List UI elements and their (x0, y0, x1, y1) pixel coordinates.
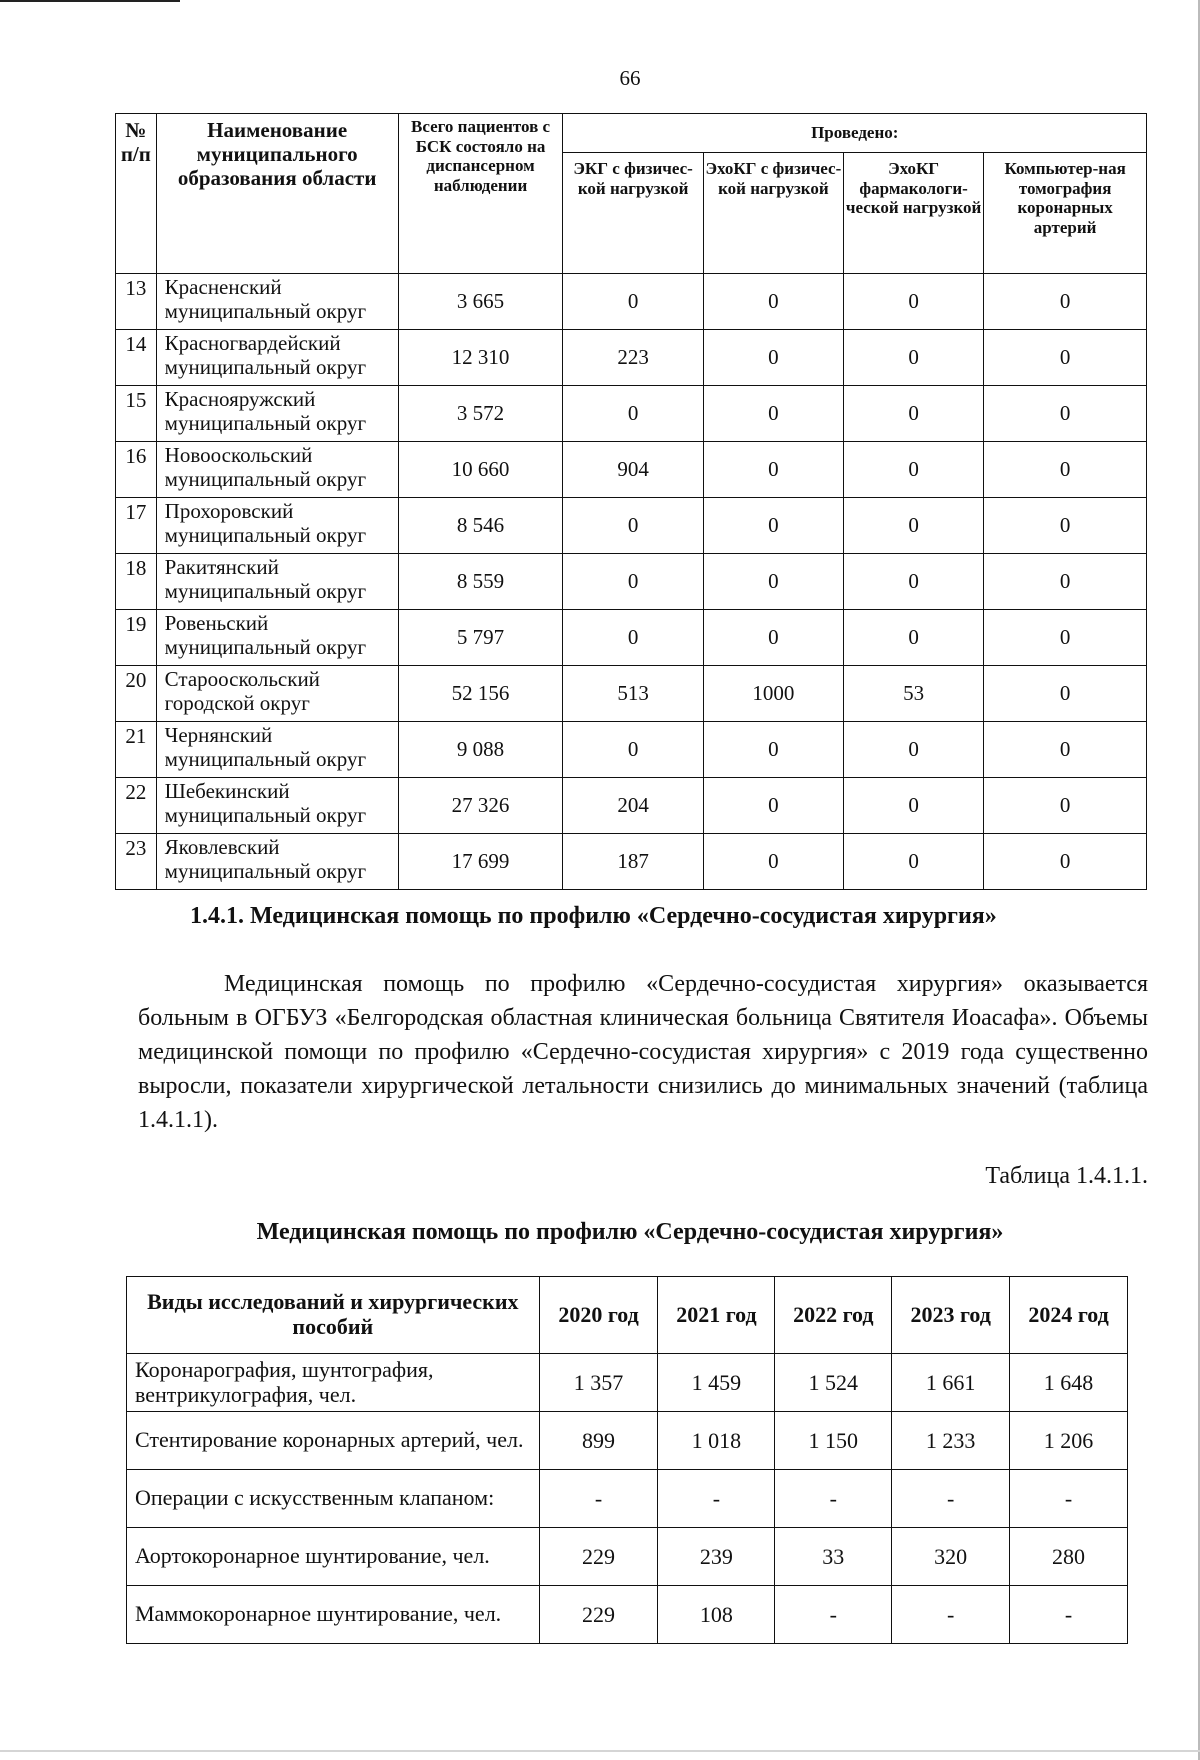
year-value: 1 150 (775, 1412, 892, 1470)
ct-coronary-value: 0 (984, 554, 1147, 610)
header-ecg-stress: ЭКГ с физичес-кой нагрузкой (563, 153, 703, 274)
table-row (116, 498, 1147, 554)
row-number: 13 (116, 274, 157, 330)
district-name: Красненский муниципальный округ (156, 274, 398, 330)
district-name: Чернянский муниципальный округ (156, 722, 398, 778)
row-number: 22 (116, 778, 157, 834)
table-title: Медицинская помощь по профилю «Сердечно-сосудистая хирургия» (256, 1219, 1004, 1245)
year-value: - (775, 1470, 892, 1528)
header-year-2023: 2023 год (892, 1277, 1010, 1354)
row-number: 15 (116, 386, 157, 442)
ecg-stress-value: 0 (563, 274, 703, 330)
echo-stress-value: 0 (703, 274, 843, 330)
districts-table (115, 113, 1147, 890)
year-value: - (539, 1470, 658, 1528)
patients-total: 3 572 (398, 386, 563, 442)
ct-coronary-value: 0 (984, 498, 1147, 554)
ecg-stress-value: 0 (563, 610, 703, 666)
district-name: Краснояружский муниципальный округ (156, 386, 398, 442)
ct-coronary-value: 0 (984, 666, 1147, 722)
district-name: Новооскольский муниципальный округ (156, 442, 398, 498)
table-row (116, 442, 1147, 498)
district-name: Шебекинский муниципальный округ (156, 778, 398, 834)
echo-pharm-value: 0 (843, 442, 983, 498)
ct-coronary-value: 0 (984, 722, 1147, 778)
row-number: 23 (116, 834, 157, 890)
year-value: 229 (539, 1528, 658, 1586)
table-row (116, 274, 1147, 330)
year-value: 108 (658, 1586, 775, 1644)
patients-total: 8 546 (398, 498, 563, 554)
year-value: - (1010, 1470, 1128, 1528)
echo-pharm-value: 0 (843, 834, 983, 890)
ct-coronary-value: 0 (984, 442, 1147, 498)
year-value: - (892, 1586, 1010, 1644)
patients-total: 12 310 (398, 330, 563, 386)
year-value: 1 524 (775, 1354, 892, 1412)
header-conducted: Проведено: (563, 114, 1147, 153)
scan-edge-bottom (0, 1750, 1200, 1752)
scan-edge-top (0, 0, 180, 2)
surgery-table-body (127, 1354, 1128, 1644)
year-value: 320 (892, 1528, 1010, 1586)
ct-coronary-value: 0 (984, 386, 1147, 442)
row-number: 17 (116, 498, 157, 554)
patients-total: 52 156 (398, 666, 563, 722)
procedure-label: Стентирование коронарных артерий, чел. (127, 1412, 540, 1470)
ecg-stress-value: 223 (563, 330, 703, 386)
echo-stress-value: 0 (703, 778, 843, 834)
procedure-label: Коронарография, шунтография, вентрикулография, чел. (127, 1354, 540, 1412)
page-number: 66 (619, 66, 641, 90)
district-name: Ракитянский муниципальный округ (156, 554, 398, 610)
districts-table-body (116, 274, 1147, 890)
year-value: 229 (539, 1586, 658, 1644)
echo-stress-value: 0 (703, 330, 843, 386)
echo-pharm-value: 0 (843, 386, 983, 442)
echo-stress-value: 0 (703, 386, 843, 442)
surgery-table (126, 1276, 1128, 1644)
district-name: Яковлевский муниципальный округ (156, 834, 398, 890)
header-name: Наименование муниципального образования области (156, 114, 398, 274)
ct-coronary-value: 0 (984, 610, 1147, 666)
table-row (116, 834, 1147, 890)
ecg-stress-value: 187 (563, 834, 703, 890)
district-name: Старооскольский городской округ (156, 666, 398, 722)
header-year-2024: 2024 год (1010, 1277, 1128, 1354)
district-name: Прохоровский муниципальный округ (156, 498, 398, 554)
patients-total: 5 797 (398, 610, 563, 666)
year-value: 1 233 (892, 1412, 1010, 1470)
year-value: 899 (539, 1412, 658, 1470)
patients-total: 17 699 (398, 834, 563, 890)
echo-pharm-value: 53 (843, 666, 983, 722)
year-value: 1 661 (892, 1354, 1010, 1412)
header-year-2022: 2022 год (775, 1277, 892, 1354)
echo-pharm-value: 0 (843, 610, 983, 666)
surgery-table-header (127, 1277, 1128, 1354)
header-num: № п/п (116, 114, 157, 274)
patients-total: 10 660 (398, 442, 563, 498)
ct-coronary-value: 0 (984, 274, 1147, 330)
echo-stress-value: 0 (703, 442, 843, 498)
echo-pharm-value: 0 (843, 330, 983, 386)
header-year-2020: 2020 год (539, 1277, 658, 1354)
echo-pharm-value: 0 (843, 722, 983, 778)
year-value: 280 (1010, 1528, 1128, 1586)
procedure-label: Маммокоронарное шунтирование, чел. (127, 1586, 540, 1644)
table-row (116, 666, 1147, 722)
row-number: 19 (116, 610, 157, 666)
table-row (127, 1470, 1128, 1528)
header-echo-pharm: ЭхоКГ фармакологи-ческой нагрузкой (843, 153, 983, 274)
echo-stress-value: 1000 (703, 666, 843, 722)
header-ct-coronary: Компьютер-ная томография коронарных артерий (984, 153, 1147, 274)
table-row (127, 1412, 1128, 1470)
districts-table-header (116, 114, 1147, 274)
patients-total: 8 559 (398, 554, 563, 610)
echo-pharm-value: 0 (843, 778, 983, 834)
ecg-stress-value: 904 (563, 442, 703, 498)
patients-total: 9 088 (398, 722, 563, 778)
table-row (116, 610, 1147, 666)
section-paragraph: Медицинская помощь по профилю «Сердечно-сосудистая хирургия» оказывается больным в ОГБУЗ «Белгородская областная клиническая больница Святителя Иоасафа». Объемы медицинской помощи по профилю «Сердечно-сосудистая хирургия» с 2019 года существенно выросли, показатели хирургической летальности снизились до минимальных значений (таблица 1.4.1.1). (138, 971, 1148, 1133)
year-value: 239 (658, 1528, 775, 1586)
header-total: Всего пациентов с БСК состояло на диспансерном наблюдении (398, 114, 563, 274)
year-value: 1 018 (658, 1412, 775, 1470)
ecg-stress-value: 204 (563, 778, 703, 834)
year-value: 1 459 (658, 1354, 775, 1412)
procedure-label: Аортокоронарное шунтирование, чел. (127, 1528, 540, 1586)
year-value: - (775, 1586, 892, 1644)
row-number: 16 (116, 442, 157, 498)
ct-coronary-value: 0 (984, 330, 1147, 386)
row-number: 18 (116, 554, 157, 610)
table-label: Таблица 1.4.1.1. (985, 1163, 1148, 1189)
ecg-stress-value: 513 (563, 666, 703, 722)
ct-coronary-value: 0 (984, 778, 1147, 834)
year-value: - (1010, 1586, 1128, 1644)
row-number: 21 (116, 722, 157, 778)
district-name: Красногвардейский муниципальный округ (156, 330, 398, 386)
section-heading: 1.4.1. Медицинская помощь по профилю «Сердечно-сосудистая хирургия» (190, 903, 997, 929)
table-row (116, 330, 1147, 386)
echo-stress-value: 0 (703, 722, 843, 778)
echo-pharm-value: 0 (843, 498, 983, 554)
ecg-stress-value: 0 (563, 722, 703, 778)
table-row (116, 554, 1147, 610)
echo-stress-value: 0 (703, 498, 843, 554)
year-value: 1 357 (539, 1354, 658, 1412)
table-row (127, 1354, 1128, 1412)
year-value: - (892, 1470, 1010, 1528)
year-value: 1 206 (1010, 1412, 1128, 1470)
ecg-stress-value: 0 (563, 554, 703, 610)
ecg-stress-value: 0 (563, 498, 703, 554)
header-kind: Виды исследований и хирургических пособий (127, 1277, 540, 1354)
table-row (127, 1528, 1128, 1586)
echo-stress-value: 0 (703, 834, 843, 890)
patients-total: 27 326 (398, 778, 563, 834)
district-name: Ровеньский муниципальный округ (156, 610, 398, 666)
ecg-stress-value: 0 (563, 386, 703, 442)
procedure-label: Операции с искусственным клапаном: (127, 1470, 540, 1528)
year-value: 1 648 (1010, 1354, 1128, 1412)
year-value: 33 (775, 1528, 892, 1586)
header-year-2021: 2021 год (658, 1277, 775, 1354)
row-number: 20 (116, 666, 157, 722)
echo-pharm-value: 0 (843, 554, 983, 610)
patients-total: 3 665 (398, 274, 563, 330)
ct-coronary-value: 0 (984, 834, 1147, 890)
echo-stress-value: 0 (703, 554, 843, 610)
year-value: - (658, 1470, 775, 1528)
table-row (116, 722, 1147, 778)
echo-stress-value: 0 (703, 610, 843, 666)
table-row (127, 1586, 1128, 1644)
table-row (116, 778, 1147, 834)
table-row (116, 386, 1147, 442)
row-number: 14 (116, 330, 157, 386)
header-echo-stress: ЭхоКГ с физичес-кой нагрузкой (703, 153, 843, 274)
echo-pharm-value: 0 (843, 274, 983, 330)
